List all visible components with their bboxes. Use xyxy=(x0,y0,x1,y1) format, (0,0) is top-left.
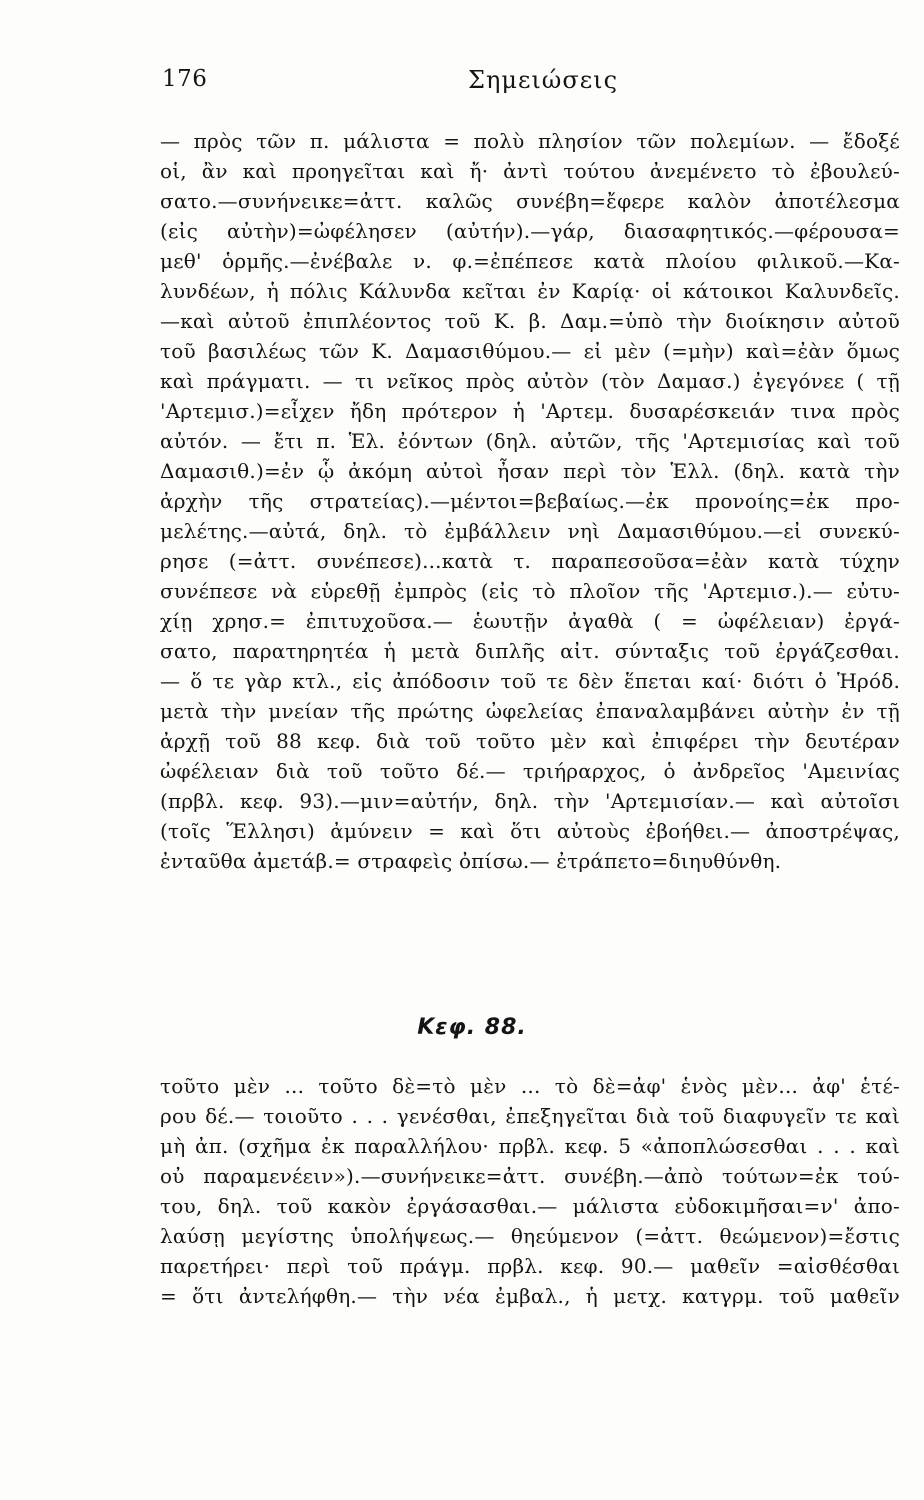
text-line: καὶ πράγματι. — τι νεῖκος πρὸς αὐτὸν (τὸν Δαμασ.) ἐγεγόνεε ( τῇ xyxy=(160,369,900,393)
text-line: — πρὸς τῶν π. μάλιστα = πολὺ πλησίον τῶν πολεμίων. — ἔδοξέ xyxy=(160,129,900,153)
text-line: —καὶ αὐτοῦ ἐπιπλέοντος τοῦ Κ. β. Δαμ.=ὑπὸ τὴν διοίκησιν αὐτοῦ xyxy=(160,309,900,333)
text-line: — ὅ τε γὰρ κτλ., εἰς ἀπόδοσιν τοῦ τε δὲν ἕπεται καί· διότι ὁ Ἡρόδ. xyxy=(160,669,900,693)
notes-paragraph-2 xyxy=(160,1071,900,1311)
text-line: τοῦ βασιλέως τῶν Κ. Δαμασιθύμου.— εἰ μὲν (=μὴν) καὶ=ἐὰν ὅμως xyxy=(160,339,900,363)
text-line: (τοῖς Ἕλλησι) ἀμύνειν = καὶ ὅτι αὐτοὺς ἐβοήθει.— ἀποστρέψας, xyxy=(160,819,900,843)
running-title: Σημειώσεις xyxy=(468,66,619,94)
text-line: λυνδέων, ἡ πόλις Κάλυνδα κεῖται ἐν Καρίᾳ· οἱ κάτοικοι Καλυνδεῖς. xyxy=(160,279,900,303)
text-line: ἐνταῦθα ἀμετάβ.= στραφεὶς ὀπίσω.— ἐτράπετο=διηυθύνθη. xyxy=(160,849,782,873)
text-line: οὐ παραμενέειν»).—συνήνεικε=ἀττ. συνέβη.—ἀπὸ τούτων=ἐκ τού- xyxy=(160,1164,900,1188)
text-line: ὠφέλειαν διὰ τοῦ τοῦτο δέ.— τριήραρχος, ὁ ἀνδρεῖος 'Αμεινίας xyxy=(160,759,900,783)
text-line: = ὅτι ἀντελήφθη.— τὴν νέα ἐμβαλ., ἡ μετχ. κατγρμ. τοῦ μαθεῖν xyxy=(160,1284,900,1308)
text-line: ρησε (=ἀττ. συνέπεσε)...κατὰ τ. παραπεσοῦσα=ἐὰν κατὰ τύχην xyxy=(160,549,900,573)
text-line: τοῦτο μὲν ... τοῦτο δὲ=τὸ μὲν ... τὸ δὲ=ἀφ' ἑνὸς μὲν... ἀφ' ἑτέ- xyxy=(160,1074,900,1098)
text-line: παρετήρει· περὶ τοῦ πράγμ. πρβλ. κεφ. 90.— μαθεῖν =αἰσθέσθαι xyxy=(160,1254,900,1278)
text-line: μὴ ἀπ. (σχῆμα ἐκ παραλλήλου· πρβλ. κεφ. 5 «ἀποπλώσεσθαι . . . καὶ xyxy=(160,1134,900,1158)
page-number: 176 xyxy=(162,66,208,92)
text-line: μελέτης.—αὐτά, δηλ. τὸ ἐμβάλλειν νηὶ Δαμασιθύμου.—εἰ συνεκύ- xyxy=(160,519,900,543)
text-line: (εἰς αὐτὴν)=ὠφέλησεν (αὐτήν).—γάρ, διασαφητικός.—φέρουσα= xyxy=(160,219,900,243)
text-line: συνέπεσε νὰ εὑρεθῇ ἐμπρὸς (εἰς τὸ πλοῖον τῆς 'Αρτεμισ.).— εὐτυ- xyxy=(160,579,900,603)
text-line: αὐτόν. — ἔτι π. Ἑλ. ἐόντων (δηλ. αὐτῶν, τῆς 'Αρτεμισίας καὶ τοῦ xyxy=(160,429,900,453)
chapter-heading: Κεφ. 88. xyxy=(417,1015,527,1040)
text-line: ἀρχῇ τοῦ 88 κεφ. διὰ τοῦ τοῦτο μὲν καὶ ἐπιφέρει τὴν δευτέραν xyxy=(160,729,900,753)
text-line: λαύσῃ μεγίστης ὑπολήψεως.— θηεύμενον (=ἀττ. θεώμενον)=ἔστις xyxy=(160,1224,900,1248)
notes-paragraph-1 xyxy=(160,126,900,876)
text-line: του, δηλ. τοῦ κακὸν ἐργάσασθαι.— μάλιστα εὐδοκιμῆσαι=ν' ἀπο- xyxy=(160,1194,900,1218)
text-line: σατο.—συνήνεικε=ἀττ. καλῶς συνέβη=ἔφερε καλὸν ἀποτέλεσμα xyxy=(160,189,900,213)
text-line: μεθ' ὁρμῆς.—ἐνέβαλε ν. φ.=ἐπέπεσε κατὰ πλοίου φιλικοῦ.—Κα- xyxy=(160,249,900,273)
text-line: ἀρχὴν τῆς στρατείας).—μέντοι=βεβαίως.—ἐκ προνοίης=ἐκ προ- xyxy=(160,489,900,513)
text-line: ρου δέ.— τοιοῦτο . . . γενέσθαι, ἐπεξηγεῖται διὰ τοῦ διαφυγεῖν τε καὶ xyxy=(160,1104,900,1128)
text-line: Δαμασιθ.)=ἐν ᾧ ἀκόμη αὐτοὶ ἦσαν περὶ τὸν Ἑλλ. (δηλ. κατὰ τὴν xyxy=(160,459,900,483)
text-line: 'Αρτεμισ.)=εἶχεν ἤδη πρότερον ἡ 'Αρτεμ. δυσαρέσκειάν τινα πρὸς xyxy=(160,399,900,423)
text-line: (πρβλ. κεφ. 93).—μιν=αὐτήν, δηλ. τὴν 'Αρτεμισίαν.— καὶ αὐτοῖσι xyxy=(160,789,900,813)
text-line: χίῃ χρησ.= ἐπιτυχοῦσα.— ἑωυτῇν ἀγαθὰ ( = ὠφέλειαν) ἐργά- xyxy=(160,609,900,633)
text-line: οἱ, ἂν καὶ προηγεῖται καὶ ἤ· ἀντὶ τούτου ἀνεμένετο τὸ ἐβουλεύ- xyxy=(160,159,900,183)
page-header xyxy=(162,66,862,106)
text-line: σατο, παρατηρητέα ἡ μετὰ διπλῆς αἰτ. σύνταξις τοῦ ἐργάζεσθαι. xyxy=(160,639,900,663)
text-line: μετὰ τὴν μνείαν τῆς πρώτης ὠφελείας ἐπαναλαμβάνει αὐτὴν ἐν τῇ xyxy=(160,699,900,723)
